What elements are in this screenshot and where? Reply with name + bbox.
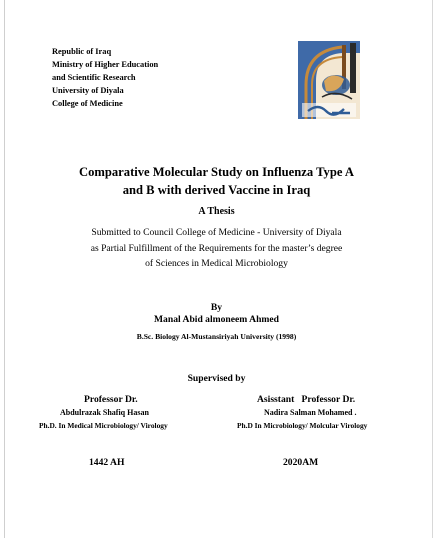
submission-statement — [0, 225, 433, 272]
title-line-1: Comparative Molecular Study on Influenza Type A — [79, 165, 354, 179]
supervisor-2-degree: Ph.D In Microbiology/ Molcular Virology — [237, 421, 368, 430]
author-degree: B.Sc. Biology Al-Mustansiriyah University (1998) — [136, 332, 297, 341]
supervisor-2-name: Nadira Salman Mohamed . — [264, 408, 357, 417]
title-line-2: and B with derived Vaccine in Iraq — [122, 183, 311, 197]
supervisor-1-role: Professor Dr. — [84, 394, 138, 405]
supervisor-2-role: Asisstant Professor Dr. — [257, 394, 356, 405]
university-logo — [296, 41, 362, 119]
institution-line: University of Diyala — [52, 86, 124, 95]
institution-line: Ministry of Higher Education — [52, 60, 159, 69]
submission-line-3: of Sciences in Medical Microbiology — [145, 258, 288, 269]
supervised-by-heading: Supervised by — [187, 373, 246, 384]
by-label: By — [210, 302, 223, 313]
supervisor-1-degree: Ph.D. In Medical Microbiology/ Virology — [39, 421, 168, 430]
institution-block — [52, 45, 158, 110]
supervisor-1-name: Abdulrazak Shafiq Hasan — [60, 408, 149, 417]
author-name: Manal Abid almoneem Ahmed — [154, 314, 279, 325]
institution-line: Republic of Iraq — [52, 47, 112, 56]
thesis-title — [0, 163, 433, 199]
institution-line: and Scientific Research — [52, 73, 136, 82]
submission-line-1: Submitted to Council College of Medicine - University of Diyala — [91, 227, 342, 238]
document-type: A Thesis — [198, 206, 235, 217]
gregorian-year: 2020AM — [283, 457, 319, 468]
submission-line-2: as Partial Fulfillment of the Requirements for the master’s degree — [90, 242, 343, 254]
institution-line: College of Medicine — [52, 99, 123, 108]
hijri-year: 1442 AH — [89, 457, 125, 468]
